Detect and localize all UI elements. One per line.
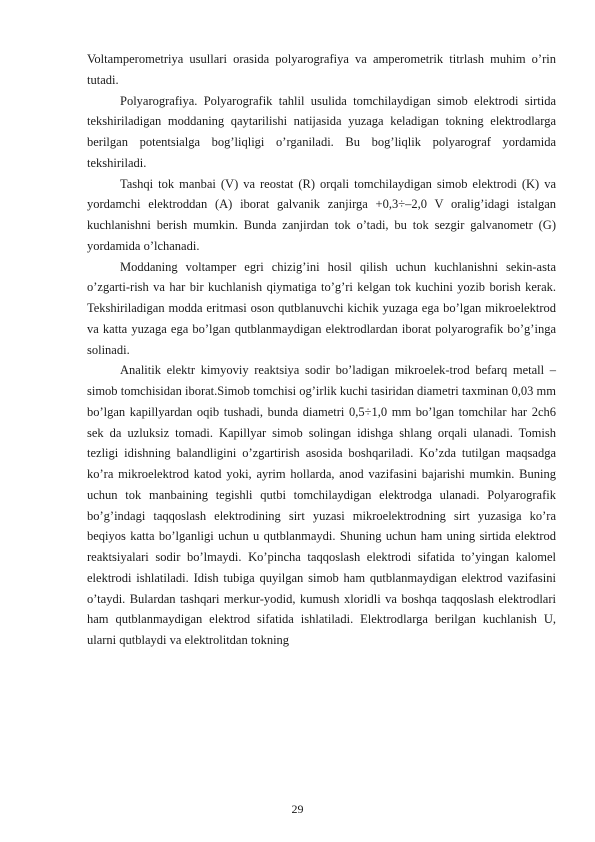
paragraph-circuit: Tashqi tok manbai (V) va reostat (R) orqali tomchilaydigan simob elektrodi (K) va yordamchi elektroddan (A) iborat galvanik zanjirga +0,3÷–2,0 V oralig’idagi istalgan kuchlanishni berish mumkin. Bunda zanjirdan tok o’tadi, bu tok sezgir galvanometr (G) yordamida o’lchanadi. — [87, 176, 556, 253]
paragraph-voltammetric-curve: Moddaning voltamper egri chizig’ini hosil qilish uchun kuchlanishni sekin-asta o’zgarti-rish va har bir kuchlanish qiymatiga to’g’ri kelgan tok kuchini yozib borish kerak. Tekshiriladigan modda eritmasi oson qutblanuvchi kichik yuzaga ega bo’lgan mikroelektrod va katta yuzaga ega bo’lgan qutblanmaydigan elektrodlardan iborat polyarografik bo’g’inga solinadi. — [87, 259, 556, 357]
paragraph-mercury-electrode: Analitik elektr kimyoviy reaktsiya sodir bo’ladigan mikroelek-trod befarq metall – simob tomchisidan iborat.Simob tomchisi og’irlik kuchi tasiridan diametri taxminan 0,03 mm bo’lgan kapillyardan oqib tushadi, bunda diametri 0,5÷1,0 mm bo’lgan tomchilar har 2ch6 sek da uzluksiz tomadi. Kapillyar simob solingan idishga shlang orqali ulanadi. Tomish tezligi idishning balandligini o’zgartirish asosida boshqariladi. Ko’zda tutilgan maqsadga ko’ra mikroelektrod katod yoki, ayrim hollarda, anod vazifasini bajarishi mumkin. Buning uchun tok manbaining tegishli qutbi tomchilaydigan elektrodga ulanadi. Polyarografik bo’g’indagi taqqoslash elektrodining sirt yuzasi mikroelektrodning sirt yuzasiga ko’ra beqiyos katta bo’lganligi uchun u qutblanmaydi. Shuning uchun ham uning sirtida elektrod reaktsiyalari sodir bo’lmaydi. Ko’pincha taqqoslash elektrodi sifatida to’yingan kalomel elektrodi ishlatiladi. Idish tubiga quyilgan simob ham qutblanmaydigan elektrod vazifasini o’taydi. Bulardan tashqari merkur-yodid, kumush xloridli va boshqa taqqoslash elektrodlari ham qutblanmaydigan elektrod sifatida ishlatiladi. Elektrodlarga berilgan kuchlanish U, ularni qutblaydi va elektrolitdan tokning — [87, 363, 556, 647]
paragraph-intro: Voltamperometriya usullari orasida polyarografiya va amperometrik titrlash muhim o’rin tutadi. — [87, 52, 556, 87]
document-body — [87, 49, 556, 651]
paragraph-polyarography: Polyarografiya. Polyarografik tahlil usulida tomchilaydigan simob elektrodi sirtida tekshiriladigan moddaning qaytarilishi natijasida yuzaga keladigan tokning elektrodlarga berilgan potentsialga bog’liqligi o’rganiladi. Bu bog’liqlik polyarograf yordamida tekshiriladi. — [87, 93, 556, 170]
page-number: 29 — [291, 802, 304, 816]
